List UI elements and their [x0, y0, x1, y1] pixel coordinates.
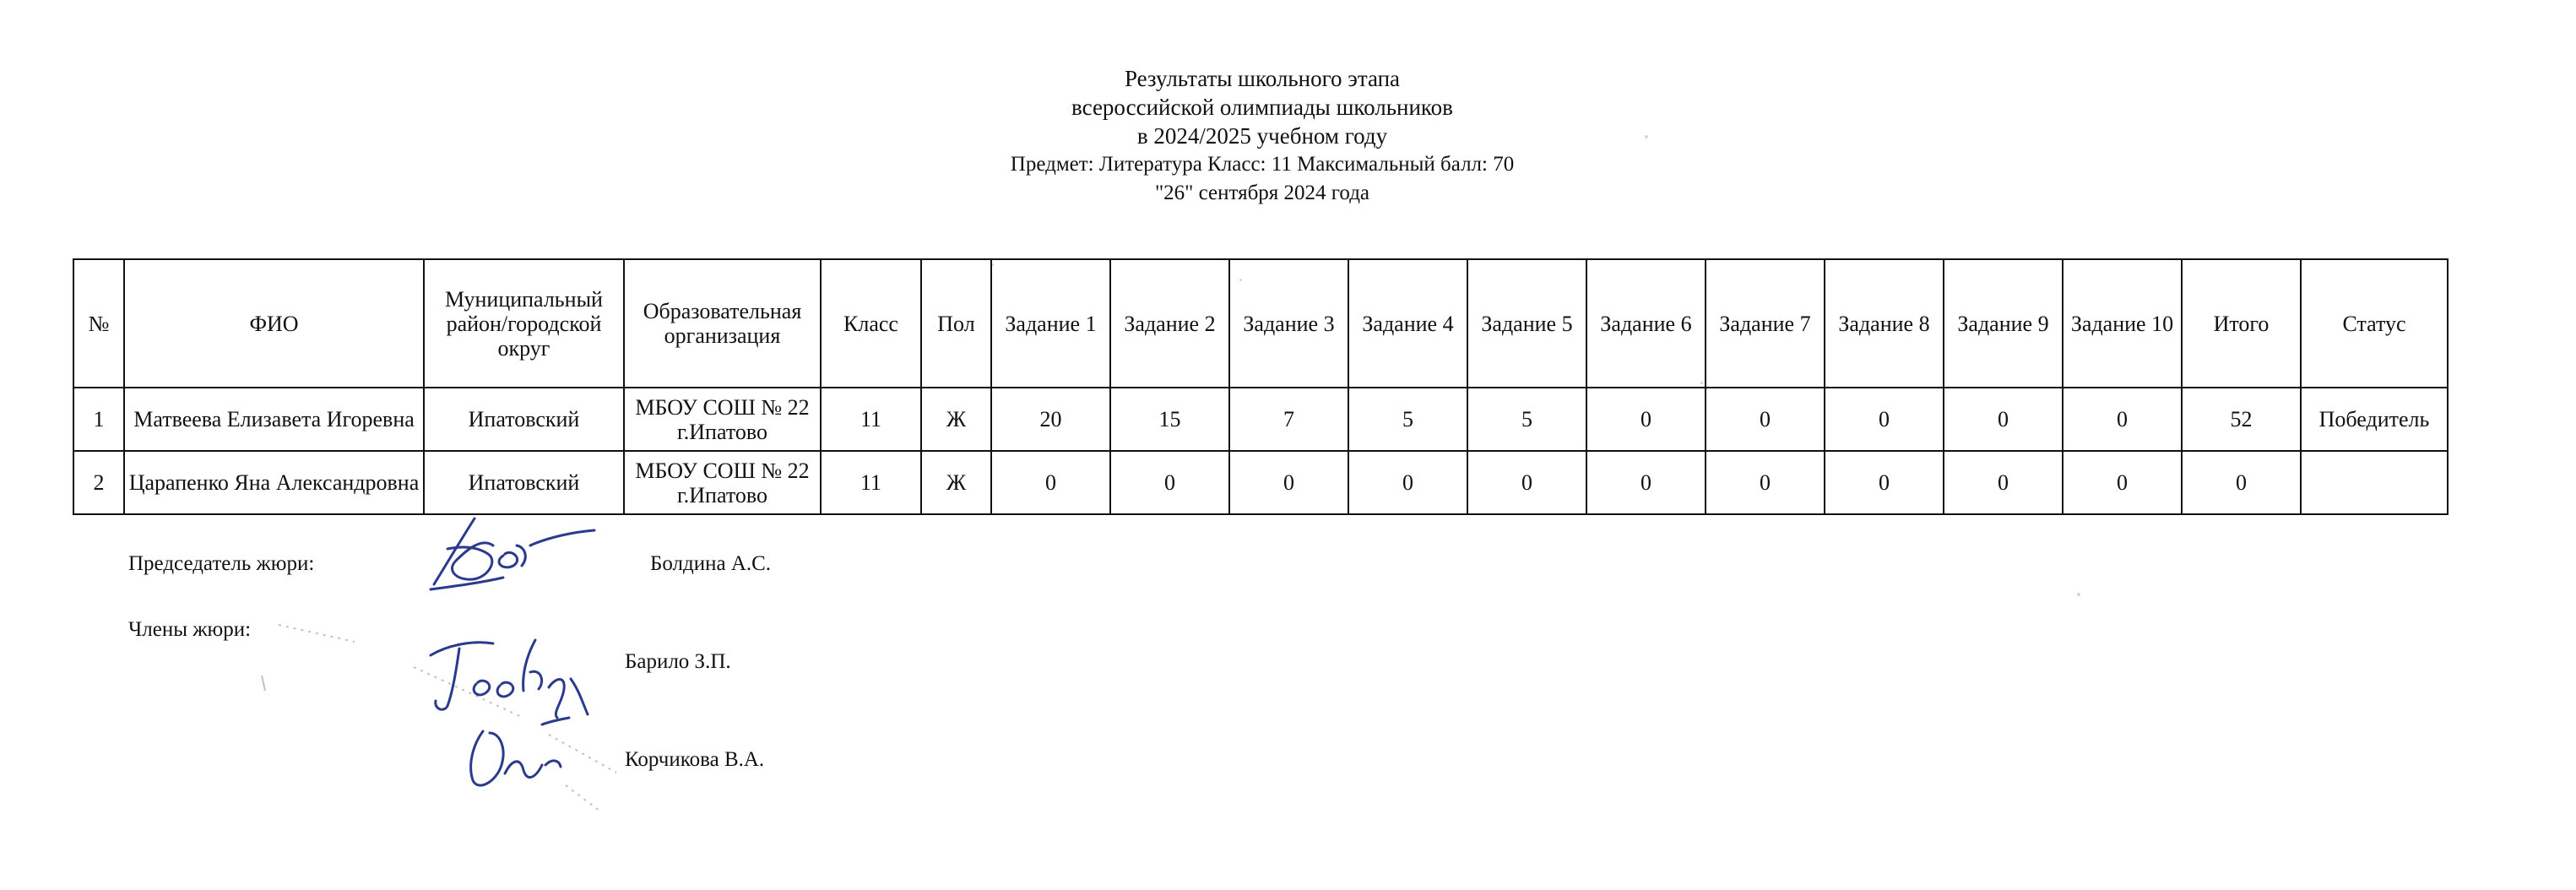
- header-task-10: Задание 10: [2063, 259, 2182, 388]
- cell-class: 11: [821, 451, 921, 514]
- document-header: [878, 64, 1646, 208]
- cell-fio: Матвеева Елизавета Игоревна: [124, 388, 424, 451]
- header-task-3: Задание 3: [1229, 259, 1348, 388]
- title-line-3: в 2024/2025 учебном году: [1136, 123, 1388, 149]
- cell-num: 1: [73, 388, 124, 451]
- header-class: Класс: [821, 259, 921, 388]
- cell-score: 0: [1944, 451, 2063, 514]
- cell-score: 0: [991, 451, 1110, 514]
- cell-class: 11: [821, 388, 921, 451]
- table-row: [73, 451, 2448, 514]
- header-task-5: Задание 5: [1467, 259, 1586, 388]
- cell-score: 15: [1110, 388, 1229, 451]
- cell-score: 0: [1110, 451, 1229, 514]
- cell-score: 0: [2063, 388, 2182, 451]
- header-task-8: Задание 8: [1825, 259, 1944, 388]
- header-task-9: Задание 9: [1944, 259, 2063, 388]
- cell-sex: Ж: [921, 451, 991, 514]
- cell-score: 0: [1944, 388, 2063, 451]
- cell-score: 0: [1825, 451, 1944, 514]
- cell-score: 0: [1706, 388, 1825, 451]
- header-num: №: [73, 259, 124, 388]
- cell-org: МБОУ СОШ № 22 г.Ипатово: [624, 388, 821, 451]
- cell-sex: Ж: [921, 388, 991, 451]
- cell-score: 0: [1586, 451, 1706, 514]
- cell-score: 0: [1348, 451, 1467, 514]
- header-task-4: Задание 4: [1348, 259, 1467, 388]
- chair-signature: [422, 512, 599, 596]
- header-task-2: Задание 2: [1110, 259, 1229, 388]
- cell-total: 0: [2182, 451, 2301, 514]
- member-1-signature: [422, 630, 591, 723]
- jury-member-2-name: Корчикова В.А.: [625, 748, 765, 771]
- jury-members-label: Члены жюри:: [128, 618, 252, 641]
- header-task-1: Задание 1: [991, 259, 1110, 388]
- header-row: [73, 259, 2448, 388]
- cell-score: 7: [1229, 388, 1348, 451]
- header-task-7: Задание 7: [1706, 259, 1825, 388]
- subject-line: Предмет: Литература Класс: 11 Максимальный балл: 70: [1010, 153, 1515, 176]
- jury-chair-name: Болдина А.С.: [650, 552, 772, 575]
- jury-member-1-name: Барило З.П.: [625, 650, 731, 673]
- header-sex: Пол: [921, 259, 991, 388]
- cell-score: 20: [991, 388, 1110, 451]
- cell-score: 0: [1586, 388, 1706, 451]
- cell-status: [2301, 451, 2448, 514]
- cell-district: Ипатовский: [424, 451, 624, 514]
- cell-org: МБОУ СОШ № 22 г.Ипатово: [624, 451, 821, 514]
- title-line-1: Результаты школьного этапа: [1124, 66, 1401, 91]
- cell-score: 0: [2063, 451, 2182, 514]
- cell-score: 0: [1706, 451, 1825, 514]
- date-line: "26" сентября 2024 года: [1154, 182, 1370, 204]
- cell-score: 5: [1467, 388, 1586, 451]
- results-table: [73, 258, 2449, 515]
- header-task-6: Задание 6: [1586, 259, 1706, 388]
- cell-district: Ипатовский: [424, 388, 624, 451]
- cell-num: 2: [73, 451, 124, 514]
- title-line-2: всероссийской олимпиады школьников: [1071, 95, 1453, 120]
- cell-score: 0: [1229, 451, 1348, 514]
- cell-score: 0: [1825, 388, 1944, 451]
- header-district: Муниципальный район/городской округ: [424, 259, 624, 388]
- member-2-signature: [461, 714, 579, 790]
- cell-score: 0: [1467, 451, 1586, 514]
- jury-chair-label: Председатель жюри:: [128, 552, 315, 575]
- cell-total: 52: [2182, 388, 2301, 451]
- header-fio: ФИО: [124, 259, 424, 388]
- header-total: Итого: [2182, 259, 2301, 388]
- header-org: Образовательная организация: [624, 259, 821, 388]
- cell-fio: Царапенко Яна Александровна: [124, 451, 424, 514]
- table-row: [73, 388, 2448, 451]
- header-status: Статус: [2301, 259, 2448, 388]
- cell-score: 5: [1348, 388, 1467, 451]
- cell-status: Победитель: [2301, 388, 2448, 451]
